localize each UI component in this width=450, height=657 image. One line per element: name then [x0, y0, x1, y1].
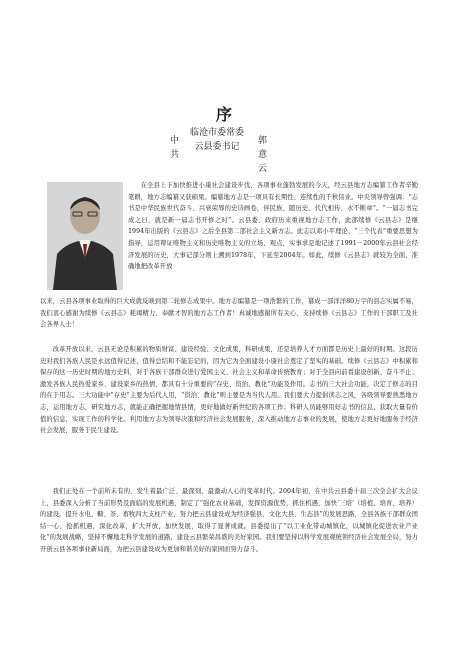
portrait-photo-icon [47, 182, 123, 290]
byline-prefix: 中共 [170, 136, 180, 160]
author-portrait [47, 182, 123, 290]
author-name: 郭意云 [258, 136, 268, 174]
body-paragraph-3: 我们正处在一个前所未有的、发生着最广泛、最深刻、最激动人心的变革时代。2004年初，在中共云县委十届三次全会扩大会议上，县委深入分析了当前形势及面临的发展机遇，制定了“强化农业基础，发挥资源优势，抓住机遇，加快‘三培’（培植、培育、培养）的建设，提升水电、糖、茶、畜牧四大支柱产业，努力把云县建设成为经济强县、文化大县、生态县”的发展思路，全县各族干部群众团结一心，抢抓机遇，深化改革，扩大开放，加快发展，取得了显著成就。县委提出了“以工业化带动城镇化，以城镇化促进农业产业化”的发展战略，坚持不懈地走科学发展的道路，建设云县繁荣昌盛的美好家园。我们要坚持以科学发展观统领经济社会发展全局，努力开创云县各项事业新局面，为把云县建设成为更加和谐美好的家园而努力奋斗。 [40, 488, 418, 553]
author-roles [186, 126, 248, 154]
page-title: 序 [215, 105, 234, 124]
author-role-1: 临沧市委常委 [189, 128, 244, 138]
body-paragraph-1-continued: 以来，云县各项事业取得的巨大成就反映到第二轮修志成果中。地方志编纂是一项浩繁的工作，纂成一部洋洋80万字的县志实属不易，我们衷心感谢为续修《云县志》耗竭精力、奉献才智的地方志工作者！真诚地感谢所有关心、支持续修《云县志》工作的干部职工及社会各界人士！ [40, 298, 418, 329]
body-paragraph-2: 改革开放以来，云县无论是积累的物质财富、建设经验、文化成果，科研成果，还是培养人才方面都是历史上最好的时期。这段历史对我们各族人民是永远值得记述、值得总结和不能忘记的，因为它为全面建设小康社会奠定了坚实的基础。续修《云县志》中积累和保存的这一历史时期的地方史料，对于各族干部群众进行爱国主义、社会主义和革命传统教育；对于全县向前看建设创新、奋斗不止；激发各族人民热爱家乡、建设家乡的热情，都具有十分重要的“存史、资治、教化”功能及作用。志书的三大社会功能，决定了修志的目的在于用志。三大功能中“存史”主要为后代人用，“资治、教化”则主要是为当代人用。我们要大力提倡读志之风，各级领导要熟悉地方志，运用地方志，研究地方志，就能正确把握地情县情，更好地做好新世纪的各项工作；科研人员能够用好志书的信息，获取大量有价值的信息，实现工作的科学化。利用地方志为领导决策和经济社会发展服务，深入推动地方志事业的发展，使地方志更好地服务于经济社会发展，服务于民生建设。 [40, 346, 418, 435]
author-role-2: 云县委书记 [194, 142, 240, 152]
body-paragraph-1: 在全县上下加快推进小康社会建设步伐、各项事业蓬勃发展的今天，经云县地方志编纂工作者辛勤笔耕，地方志编纂又获硕果。编纂地方志是一项具有长期性、连续性的千秋伟业。中央领导曾强调：“志书是中华民族世代奋斗、兴衰荣辱的史诗画卷，伴民族、随历史、代代相传、水不断章”。“一届志书完成之日，就是新一届志书开修之时”。云县委、政府历来重视地方志工作，此部续修《云县志》是继1994年出版的《云县志》之后全县第二部社会主义新方志。此志以邓小平理论、“三个代表”重要思想为指导，运用辩证唯物主义和历史唯物主义的立场、观点，实事求是地记述了1991－2000年云县社会经济发展的历史，大事记部分则上溯到1978年，下延至2004年。如此，续修《云县志》就较为全面、准确地把改革开放 [128, 182, 418, 271]
